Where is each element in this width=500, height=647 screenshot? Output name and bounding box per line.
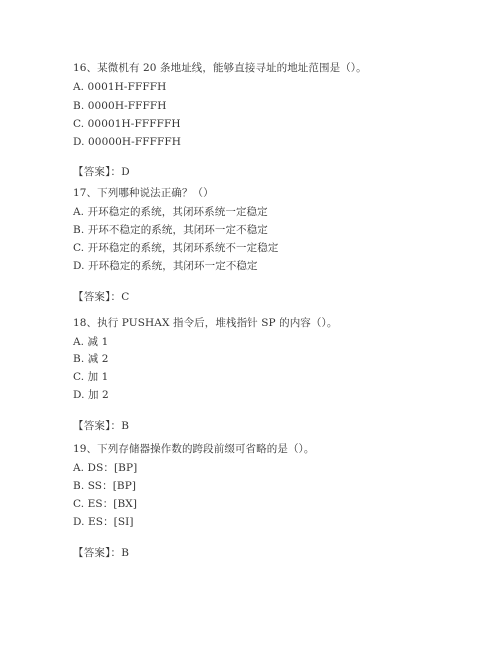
question-16-stem: 16、某微机有 20 条地址线，能够直接寻址的地址范围是（）。 bbox=[73, 62, 367, 74]
question-18-option-b: B. 减 2 bbox=[73, 353, 109, 365]
question-16-option-d: D. 00000H-FFFFFH bbox=[73, 136, 182, 148]
question-17-answer: 【答案】：C bbox=[73, 291, 130, 303]
question-18-option-a: A. 减 1 bbox=[73, 336, 109, 348]
question-18-option-c: C. 加 1 bbox=[73, 371, 109, 383]
question-16-option-a: A. 0001H-FFFFH bbox=[73, 81, 167, 93]
question-18-option-d: D. 加 2 bbox=[73, 389, 109, 401]
question-19-option-c: C. ES：[BX] bbox=[73, 498, 138, 510]
question-17-option-c: C. 开环稳定的系统，其闭环系统不一定稳定 bbox=[73, 242, 279, 254]
question-17-stem: 17、下列哪种说法正确？（） bbox=[73, 187, 214, 199]
question-19-stem: 19、下列存储器操作数的跨段前缀可省略的是（）。 bbox=[73, 443, 315, 455]
question-17-option-d: D. 开环稳定的系统，其闭环一定不稳定 bbox=[73, 260, 258, 272]
question-19-option-b: B. SS：[BP] bbox=[73, 480, 137, 492]
question-18-answer: 【答案】：B bbox=[73, 420, 130, 432]
question-18-stem: 18、执行 PUSHAX 指令后，堆栈指针 SP 的内容（）。 bbox=[73, 317, 338, 329]
question-19-answer: 【答案】：B bbox=[73, 547, 130, 559]
question-17-option-a: A. 开环稳定的系统，其闭环系统一定稳定 bbox=[73, 206, 268, 218]
question-16-option-c: C. 00001H-FFFFFH bbox=[73, 118, 181, 130]
question-19-option-a: A. DS：[BP] bbox=[73, 462, 138, 474]
question-16-option-b: B. 0000H-FFFFH bbox=[73, 100, 167, 112]
question-19-option-d: D. ES：[SI] bbox=[73, 516, 134, 528]
question-16-answer: 【答案】：D bbox=[73, 166, 130, 178]
question-17-option-b: B. 开环不稳定的系统，其闭环一定不稳定 bbox=[73, 224, 268, 236]
